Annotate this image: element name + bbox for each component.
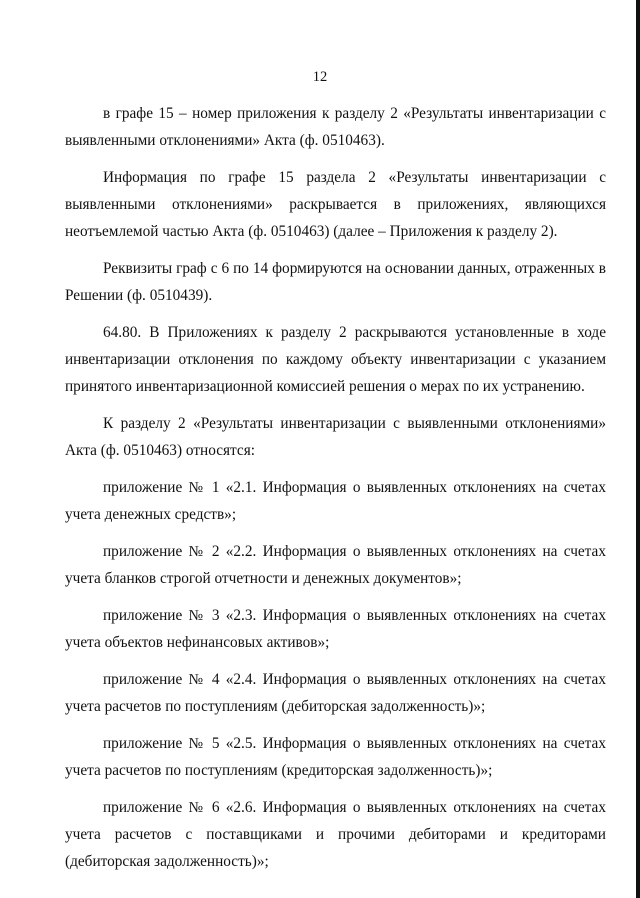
annex-item: приложение № 6 «2.6. Информация о выявленных отклонениях на счетах учета расчетов с поставщиками и прочими дебиторами и кредиторами (дебиторская задолженность)»; xyxy=(65,799,606,870)
paragraph: 64.80. В Приложениях к разделу 2 раскрываются установленные в ходе инвентаризации отклонения по каждому объекту инвентаризации с указанием принятого инвентаризационной комиссией решения о мерах по их устранению. xyxy=(65,324,606,395)
page-number: 12 xyxy=(312,69,328,85)
annex-item: приложение № 3 «2.3. Информация о выявленных отклонениях на счетах учета объектов нефинансовых активов»; xyxy=(65,607,606,651)
scan-edge xyxy=(636,0,640,898)
paragraph: Информация по графе 15 раздела 2 «Результаты инвентаризации с выявленными отклонениями» раскрывается в приложениях, являющихся неотъемлемой частью Акта (ф. 0510463) (далее – Приложения к разделу 2). xyxy=(65,169,606,240)
document-body xyxy=(65,100,606,885)
paragraph: К разделу 2 «Результаты инвентаризации с выявленными отклонениями» Акта (ф. 0510463) относятся: xyxy=(65,415,606,459)
paragraph: в графе 15 – номер приложения к разделу 2 «Результаты инвентаризации с выявленными отклонениями» Акта (ф. 0510463). xyxy=(65,105,606,149)
annex-item: приложение № 1 «2.1. Информация о выявленных отклонениях на счетах учета денежных средств»; xyxy=(65,479,606,523)
annex-item: приложение № 2 «2.2. Информация о выявленных отклонениях на счетах учета бланков строгой отчетности и денежных документов»; xyxy=(65,543,606,587)
paragraph: Реквизиты граф с 6 по 14 формируются на основании данных, отраженных в Решении (ф. 0510439). xyxy=(65,260,606,304)
annex-item: приложение № 5 «2.5. Информация о выявленных отклонениях на счетах учета расчетов по поступлениям (кредиторская задолженность)»; xyxy=(65,735,606,779)
annex-item: приложение № 4 «2.4. Информация о выявленных отклонениях на счетах учета расчетов по поступлениям (дебиторская задолженность)»; xyxy=(65,671,606,715)
